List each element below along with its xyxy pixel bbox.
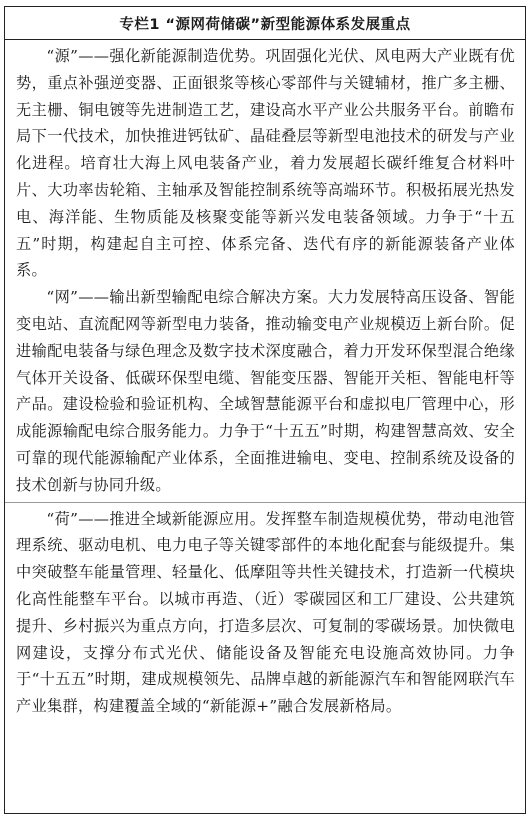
- paragraph-grid: “网”——输出新型输配电综合解决方案。大力发展特高压设备、智能变电站、直流配网等新型电力装备，推动输变电产业规模迈上新台阶。促进输配电装备与绿色理念及数字技术深度融合，着力开发环保型混合绝缘气体开关设备、低碳环保型电缆、智能变压器、智能开关柜、智能电杆等产品。建设检验和验证机构、全域智慧能源平台和虚拟电厂管理中心，形成能源输配电综合服务能力。力争于“十五五”时期，构建智慧高效、安全可靠的现代能源输配产业体系，全面推进输电、变电、控制系统及设备的技术创新与协同升级。: [16, 288, 515, 494]
- box-title: 专栏1 “源网荷储碳”新型能源体系发展重点: [5, 7, 525, 40]
- section-divider: [5, 502, 525, 503]
- paragraph-load: “荷”——推进全域新能源应用。发挥整车制造规模优势，带动电池管理系统、驱动电机、电力电子等关键零部件的本地化配套与能级提升。集中突破整车能量管理、轻量化、低摩阻等共性关键技术，打造新一代模块化高性能整车平台。以城市再造、（近）零碳园区和工厂建设、公共建筑提升、乡村振兴为重点方向，打造多层次、可复制的零碳场景。加快微电网建设，支撑分布式光伏、储能设备及智能充电设施高效协同。力争于“十五五”时期，建成规模领先、品牌卓越的新能源汽车和智能网联汽车产业集群，构建覆盖全域的“新能源+”融合发展新格局。: [16, 509, 515, 716]
- paragraph-source: “源”——强化新能源制造优势。巩固强化光伏、风电两大产业既有优势，重点补强逆变器、正面银浆等核心零部件与关键辅材，推广多主栅、无主栅、铜电镀等先进制造工艺，建设高水平产业公共服务平台。前瞻布局下一代技术，加快推进钙钛矿、晶硅叠层等新型电池技术的研发与产业化进程。培育壮大海上风电装备产业，着力发展超长碳纤维复合材料叶片、大功率齿轮箱、主轴承及智能控制系统等高端环节。积极拓展光热发电、海洋能、生物质能及核聚变能等新兴发电装备领域。力争于“十五五”时期，构建起自主可控、体系完备、迭代有序的新能源装备产业体系。: [16, 47, 515, 280]
- feature-box: [4, 6, 526, 814]
- box-content: [5, 40, 525, 720]
